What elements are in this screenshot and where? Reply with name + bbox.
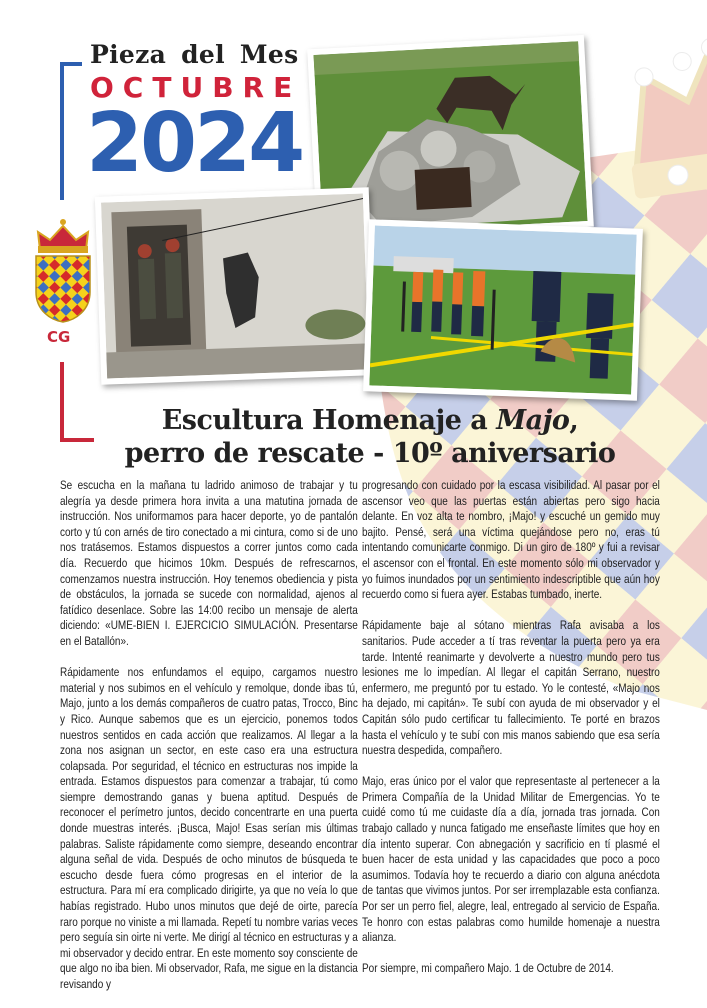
paragraph: progresando con cuidado por la escasa visibilidad. Al pasar por el ascensor veo que las puertas están abiertas pero sigo hacia delante. En voz alta te nombro, ¡Majo! y escuché un gemido muy bajito. Pensé, será una víctima quejándose pero no, eras tú intentando comunicarte conmigo. Di un giro de 180º y fui a revisar el ascensor con el frontal. En este momento sólo mi observador y yo fuimos inundados por un sentimiento indescriptible que aún hoy recuerdo como si fuera ayer. Estabas tumbado, inerte. xyxy=(362,478,660,602)
month-label: OCTUBRE xyxy=(90,71,302,104)
photo-team-with-dogs xyxy=(363,219,643,400)
section-kicker: Pieza del Mes xyxy=(90,40,299,69)
title-line-1: Escultura Homenaje a Majo, xyxy=(161,405,579,436)
municipal-crest-icon xyxy=(32,214,94,324)
article-title xyxy=(60,404,680,470)
article-column-left xyxy=(60,478,358,1008)
crest-label: CG xyxy=(47,328,71,346)
signature-line: Por siempre, mi compañero Majo. 1 de Octubre de 2014. xyxy=(362,961,614,976)
paragraph: Rápidamente baje al sótano mientras Rafa avisaba a los sanitarios. Pude acceder a tí tras reventar la puerta pero ya era tarde. Intenté reanimarte y devolverte a nuestro mundo pero tus lesiones me lo impedían. Al llegar el capitán Serrano, nuestro enfermero, me preguntó por tu estado. Yo le contesté, «Majo nos ha dejado, mi capitán». Te subí con ayuda de mi observador y el Capitán sólo pudo certificar tu fallecimiento. Te porté en brazos hasta el vehículo y te subí con mis manos sabiendo que esa sería nuestra despedida, compañero. xyxy=(362,618,660,758)
blue-bracket-decoration xyxy=(60,62,82,200)
paragraph: Majo, eras único por el valor que representaste al pertenecer a la Primera Compañía de la Unidad Militar de Emergencias. Yo te cuidé como tú me cuidaste día a día, jornada tras jornada. Con trabajo callado y nunca fatigado me enseñaste límites que hoy en día intento superar. Con abnegación y sacrificio en tí plasmé el buen hacer de esta unidad y las capacidades que poco a poco asumimos. Todavía hoy te recuerdo a diario con alguna anécdota de tantas que vivimos juntos. Por ser irremplazable esta confianza. Por ser un perro fiel, alegre, leal, entregado al servicio de España. Te honro con estas palabras como humilde homenaje a nuestra alianza. xyxy=(362,774,660,945)
article-column-right xyxy=(362,478,660,993)
year-label: 2024 xyxy=(86,96,303,191)
photo-balcony-rescue xyxy=(95,187,375,384)
title-line-2: perro de rescate - 10º aniversario xyxy=(124,438,616,469)
paragraph: Rápidamente nos enfundamos el equipo, cargamos nuestro material y nos subimos en el vehículo y remolque, donde ibas tú, Majo, junto a los demás compañeros de cuatro patas, Trocco, Binc y Rico. Aunque sabemos que es un ejercicio, ponemos todos nuestros sentidos en cada acción que realizamos. Al llegar a la zona nos asignan un sector, en este caso era una estructura colapsada. Por seguridad, el técnico en estructuras nos impide la entrada. Estamos dispuestos para comenzar a trabajar, tú como siempre demostrando ganas y buena aptitud. Después de reconocer el perímetro juntos, decido concentrarte en una puerta donde muestras interés. ¡Busca, Majo! Esas serían mis últimas palabras. Saliste rápidamente como siempre, deseando encontrar alguna señal de vida. Después de ocho minutos de búsqueda te escucho desde fuera cómo progresas en el interior de la estructura. Para mí era complicado dirigirte, ya que no veía lo que habías registrado. Hubo unos minutos que dejé de oirte, parecía raro porque no viniste a mi llamada. Repetí tu nombre varias veces pero seguía sin oirte ni verte. Me dirigí al técnico en estructuras y a mi observador y decido entrar. En este momento soy consciente de que algo no iba bien. Mi observador, Rafa, me sigue en la distancia revisando y xyxy=(60,665,358,991)
paragraph: Se escucha en la mañana tu ladrido animoso de trabajar y tu alegría ya desde primera hora invita a una matutina jornada de instrucción. Nos uniformamos para hacer deporte, yo de pantalón corto y tú con arnés de tiro conectado a mi cintura, como si de uno nos tratásemos. Estamos dispuestos a correr juntos como cada día. Recuerdo que hicimos 10km. Después de refrescarnos, comenzamos nuestra instrucción. Hoy tenemos obediencia y pista de obstáculos, la jornada se sucede con normalidad, ajenos al fatídico desenlace. Sobre las 14:00 recibo un mensaje de alerta diciendo: «UME-BIEN I. EJERCICIO SIMULACIÓN. Presentarse en el Batallón». xyxy=(60,478,358,648)
